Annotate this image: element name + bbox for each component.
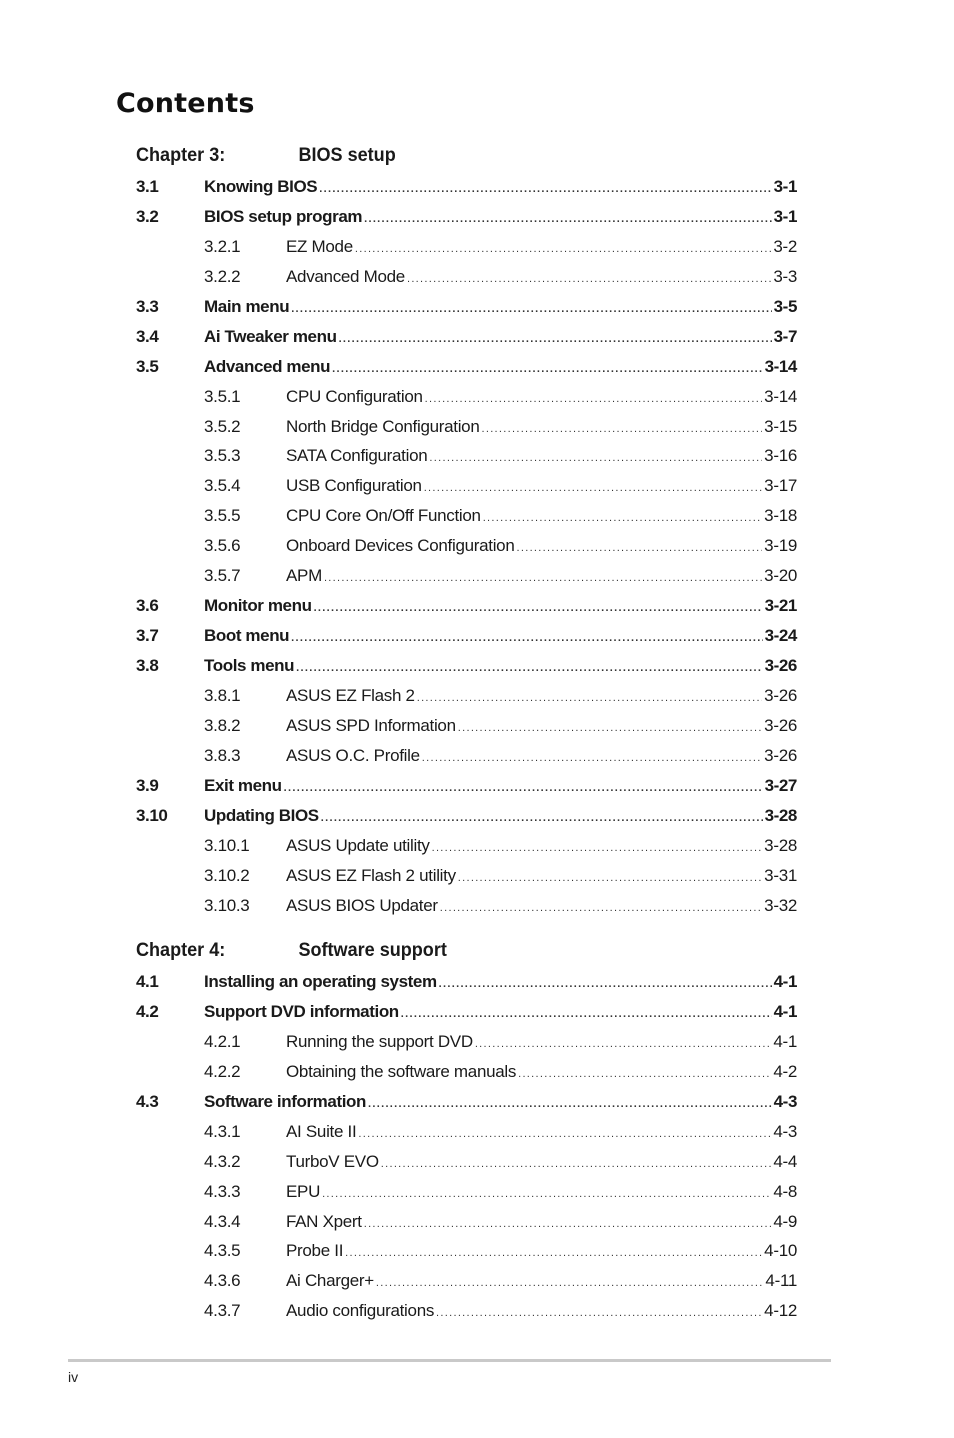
toc-entry-number: 3.5.5	[204, 506, 241, 526]
toc-entry-number: 3.10.3	[204, 895, 250, 915]
toc-entry[interactable]	[136, 591, 797, 621]
toc-entry-number: 3.5.3	[204, 446, 241, 466]
dot-leader	[381, 1154, 772, 1174]
dot-leader	[422, 748, 762, 768]
toc-entry[interactable]	[136, 801, 797, 831]
dot-leader	[345, 1243, 762, 1263]
dot-leader	[401, 1004, 772, 1024]
toc-entry-body	[204, 806, 797, 828]
toc-list-chapter-4	[136, 967, 797, 1326]
toc-entry-number: 3.10.2	[204, 865, 250, 885]
toc-entry[interactable]	[136, 967, 797, 997]
toc-entry-number: 3.5.4	[204, 476, 241, 496]
dot-leader	[355, 239, 771, 259]
toc-entry-body	[286, 1032, 797, 1054]
toc-entry-page: 4-11	[765, 1271, 797, 1291]
toc-entry-number: 4.3.7	[204, 1301, 241, 1321]
dot-leader	[407, 269, 771, 289]
dot-leader	[429, 448, 762, 468]
toc-entry-body	[286, 476, 797, 498]
toc-entry-label: EPU	[286, 1181, 321, 1201]
toc-entry[interactable]	[136, 741, 797, 771]
toc-entry-body	[286, 417, 797, 439]
toc-entry-page: 4-1	[773, 1031, 797, 1051]
chapter-title: BIOS setup	[298, 145, 396, 166]
toc-entry-number: 3.5	[136, 356, 159, 376]
toc-entry-number: 3.7	[136, 626, 159, 646]
toc-entry-page: 3-15	[764, 416, 797, 436]
toc-entry-body	[286, 267, 797, 289]
toc-entry-page: 3-14	[764, 386, 797, 406]
toc-entry-label: Support DVD information	[204, 1001, 399, 1021]
toc-entry-label: SATA Configuration	[286, 446, 428, 466]
toc-entry-label: BIOS setup program	[204, 206, 363, 226]
toc-entry[interactable]	[136, 1057, 797, 1087]
toc-entry-number: 3.5.2	[204, 416, 241, 436]
toc-entry-label: ASUS SPD Information	[286, 715, 456, 735]
toc-entry-label: ASUS O.C. Profile	[286, 745, 420, 765]
toc-entry-body	[204, 177, 797, 199]
toc-entry-number: 3.1	[136, 177, 159, 196]
chapter-number: Chapter 3:	[136, 145, 226, 166]
toc-entry[interactable]	[136, 412, 797, 442]
toc-entry-body	[286, 746, 797, 768]
dot-leader	[458, 718, 762, 738]
toc-entry-body	[286, 1271, 797, 1293]
toc-entry[interactable]	[136, 501, 797, 531]
toc-entry-page: 3-19	[764, 536, 797, 556]
toc-entry-body	[204, 1092, 797, 1114]
toc-entry-body	[286, 896, 797, 918]
dot-leader	[517, 538, 763, 558]
toc-entry-number: 3.10.1	[204, 835, 250, 855]
toc-entry-label: AI Suite II	[286, 1121, 357, 1141]
dot-leader	[296, 658, 762, 678]
dot-leader	[284, 778, 763, 798]
toc-entry-number: 3.8	[136, 656, 159, 675]
toc-entry-label: Ai Tweaker menu	[204, 326, 337, 346]
toc-entry-page: 3-26	[764, 745, 797, 765]
footer-page-number: iv	[68, 1369, 79, 1385]
toc-entry-label: Main menu	[204, 296, 290, 316]
toc-entry[interactable]	[136, 531, 797, 561]
toc-entry-number: 4.2.2	[204, 1061, 241, 1081]
toc-entry-label: Tools menu	[204, 656, 295, 675]
toc-entry-label: FAN Xpert	[286, 1211, 362, 1231]
dot-leader	[319, 179, 771, 199]
toc-entry-body	[204, 297, 797, 319]
toc-entry-page: 3-7	[773, 326, 797, 346]
toc-entry-label: CPU Configuration	[286, 386, 423, 406]
toc-entry-number: 3.5.1	[204, 386, 241, 406]
toc-entry[interactable]	[136, 831, 797, 861]
toc-entry-page: 3-20	[764, 566, 797, 586]
toc-entry-page: 4-3	[773, 1091, 797, 1111]
chapter-title: Software support	[298, 940, 447, 961]
toc-entry-page: 3-31	[764, 865, 797, 885]
toc-entry-page: 3-27	[764, 775, 797, 795]
toc-entry-number: 3.8.1	[204, 685, 241, 705]
toc-entry-page: 3-28	[764, 805, 797, 825]
toc-entry-body	[286, 1241, 797, 1263]
toc-entry-page: 3-17	[764, 476, 797, 496]
toc-entry[interactable]	[136, 891, 797, 921]
toc-entry-body	[286, 237, 797, 259]
toc-entry-label: Advanced Mode	[286, 266, 405, 286]
toc-entry-label: Onboard Devices Configuration	[286, 536, 515, 556]
toc-entry-page: 4-8	[773, 1181, 797, 1201]
toc-entry-number: 3.5.7	[204, 566, 241, 586]
dot-leader	[339, 329, 772, 349]
toc-entry-number: 4.3.6	[204, 1271, 241, 1291]
toc-entry[interactable]	[136, 1177, 797, 1207]
toc-entry-label: CPU Core On/Off Function	[286, 506, 481, 526]
dot-leader	[475, 1034, 772, 1054]
toc-entry[interactable]	[136, 771, 797, 801]
dot-leader	[432, 838, 763, 858]
toc-entry-body	[204, 1002, 797, 1024]
toc-entry-page: 3-26	[764, 715, 797, 735]
toc-entry-page: 3-2	[773, 236, 797, 256]
toc-entry-number: 4.3.2	[204, 1151, 241, 1171]
toc-entry-page: 4-1	[773, 1001, 797, 1021]
toc-entry-label: USB Configuration	[286, 476, 422, 496]
dot-leader	[368, 1094, 772, 1114]
dot-leader	[425, 389, 763, 409]
toc-entry[interactable]	[136, 471, 797, 501]
dot-leader	[424, 478, 762, 498]
dot-leader	[364, 209, 772, 229]
toc-entry-label: Installing an operating system	[204, 972, 437, 991]
toc-entry-page: 4-12	[764, 1301, 797, 1321]
toc-entry-number: 3.3	[136, 296, 159, 316]
dot-leader	[358, 1124, 771, 1144]
toc-entry-page: 3-24	[764, 626, 797, 646]
toc-entry-number: 3.5.6	[204, 536, 241, 556]
dot-leader	[440, 898, 762, 918]
toc-entry[interactable]	[136, 172, 797, 202]
toc-entry[interactable]	[136, 861, 797, 891]
toc-entry-label: Boot menu	[204, 626, 290, 646]
toc-entry-page: 3-16	[764, 446, 797, 466]
toc-entry-body	[286, 1301, 797, 1323]
toc-entry-page: 3-5	[773, 296, 797, 316]
toc-entry-body	[286, 1122, 797, 1144]
toc-entry[interactable]	[136, 382, 797, 412]
toc-entry[interactable]	[136, 441, 797, 471]
toc-entry[interactable]	[136, 561, 797, 591]
chapter-heading-4	[136, 940, 764, 970]
toc-entry-page: 4-3	[773, 1121, 797, 1141]
toc-entry-body	[286, 866, 797, 888]
toc-entry[interactable]	[136, 621, 797, 651]
toc-entry-body	[204, 327, 797, 349]
toc-entry-body	[286, 446, 797, 468]
toc-entry-page: 4-2	[773, 1061, 797, 1081]
toc-entry[interactable]	[136, 1147, 797, 1177]
toc-entry-label: Audio configurations	[286, 1301, 435, 1321]
toc-entry-label: Running the support DVD	[286, 1031, 473, 1051]
toc-entry-body	[286, 836, 797, 858]
toc-entry-number: 3.2.2	[204, 266, 241, 286]
toc-entry-number: 3.8.3	[204, 745, 241, 765]
toc-entry-label: ASUS EZ Flash 2 utility	[286, 865, 456, 885]
toc-entry-body	[286, 387, 797, 409]
toc-entry-label: Software information	[204, 1091, 367, 1111]
toc-entry[interactable]	[136, 322, 797, 352]
toc-entry-number: 3.8.2	[204, 715, 241, 735]
toc-entry-body	[286, 1212, 797, 1234]
toc-entry-number: 4.3.3	[204, 1181, 241, 1201]
toc-entry-page: 3-28	[764, 835, 797, 855]
toc-entry-label: Obtaining the software manuals	[286, 1061, 517, 1081]
toc-entry-label: ASUS BIOS Updater	[286, 895, 438, 915]
toc-entry-page: 3-26	[764, 685, 797, 705]
dot-leader	[436, 1303, 762, 1323]
toc-entry[interactable]	[136, 352, 797, 382]
toc-entry-number: 3.2.1	[204, 236, 241, 256]
toc-entry[interactable]	[136, 1027, 797, 1057]
toc-entry-page: 3-32	[764, 895, 797, 915]
toc-entry-label: Updating BIOS	[204, 805, 319, 825]
toc-entry-body	[286, 1062, 797, 1084]
toc-entry-number: 4.3.1	[204, 1121, 241, 1141]
toc-entry-label: ASUS Update utility	[286, 835, 430, 855]
toc-entry-label: EZ Mode	[286, 236, 353, 256]
toc-entry-page: 4-4	[773, 1151, 797, 1171]
toc-entry-page: 4-1	[773, 972, 797, 991]
toc-entry-number: 3.10	[136, 805, 168, 825]
toc-entry-number: 3.9	[136, 775, 159, 795]
toc-entry-body	[204, 656, 797, 678]
toc-entry[interactable]	[136, 1266, 797, 1296]
toc-entry-label: ASUS EZ Flash 2	[286, 685, 415, 705]
toc-entry-body	[286, 566, 797, 588]
toc-entry-page: 4-10	[764, 1241, 797, 1261]
toc-entry-body	[204, 357, 797, 379]
toc-entry[interactable]	[136, 1296, 797, 1326]
toc-entry-page: 3-21	[764, 596, 797, 616]
toc-entry-label: Probe II	[286, 1241, 344, 1261]
dot-leader	[439, 974, 772, 994]
toc-entry-number: 4.3	[136, 1091, 159, 1111]
chapter-heading-3	[136, 145, 764, 175]
dot-leader	[376, 1273, 764, 1293]
toc-entry-body	[204, 626, 797, 648]
toc-entry-body	[204, 596, 797, 618]
toc-entry-number: 4.3.4	[204, 1211, 241, 1231]
toc-entry-body	[286, 536, 797, 558]
toc-entry-page: 3-14	[764, 356, 797, 376]
toc-entry-label: Knowing BIOS	[204, 177, 318, 196]
toc-entry-label: Monitor menu	[204, 596, 312, 616]
toc-entry-label: Ai Charger+	[286, 1271, 374, 1291]
toc-entry-page: 3-1	[773, 206, 797, 226]
chapter-number: Chapter 4:	[136, 940, 226, 961]
dot-leader	[324, 568, 762, 588]
toc-entry[interactable]	[136, 292, 797, 322]
toc-entry-number: 4.2	[136, 1001, 159, 1021]
dot-leader	[322, 1184, 771, 1204]
dot-leader	[291, 299, 771, 319]
toc-entry-label: TurboV EVO	[286, 1151, 379, 1171]
toc-entry[interactable]	[136, 711, 797, 741]
footer-divider	[68, 1359, 831, 1362]
toc-list-chapter-3	[136, 172, 797, 920]
toc-entry-body	[286, 686, 797, 708]
toc-entry-body	[286, 1182, 797, 1204]
toc-entry[interactable]	[136, 1117, 797, 1147]
toc-entry-body	[204, 776, 797, 798]
toc-entry-label: Exit menu	[204, 775, 282, 795]
dot-leader	[364, 1214, 772, 1234]
toc-entry[interactable]	[136, 1087, 797, 1117]
dot-leader	[314, 598, 763, 618]
toc-entry[interactable]	[136, 1236, 797, 1266]
toc-entry-number: 3.2	[136, 206, 159, 226]
toc-entry-page: 4-9	[773, 1211, 797, 1231]
toc-entry[interactable]	[136, 202, 797, 232]
toc-entry-body	[286, 1152, 797, 1174]
toc-entry-number: 3.6	[136, 596, 159, 616]
toc-entry-number: 4.3.5	[204, 1241, 241, 1261]
dot-leader	[483, 508, 762, 528]
toc-entry-body	[204, 207, 797, 229]
toc-entry-page: 3-1	[773, 177, 797, 196]
toc-entry-label: Advanced menu	[204, 356, 331, 376]
dot-leader	[481, 419, 762, 439]
dot-leader	[332, 359, 762, 379]
dot-leader	[321, 808, 763, 828]
toc-entry-label: APM	[286, 566, 322, 586]
toc-entry-number: 3.4	[136, 326, 159, 346]
toc-entry-body	[204, 972, 797, 994]
toc-entry[interactable]	[136, 651, 797, 681]
toc-entry[interactable]	[136, 232, 797, 262]
toc-entry-number: 4.2.1	[204, 1031, 241, 1051]
dot-leader	[518, 1064, 771, 1084]
dot-leader	[417, 688, 762, 708]
toc-entry[interactable]	[136, 997, 797, 1027]
toc-entry-page: 3-18	[764, 506, 797, 526]
toc-entry-body	[286, 716, 797, 738]
toc-entry-page: 3-3	[773, 266, 797, 286]
toc-entry-body	[286, 506, 797, 528]
toc-entry-page: 3-26	[764, 656, 797, 675]
toc-entry-label: North Bridge Configuration	[286, 416, 480, 436]
page-title: Contents	[116, 88, 255, 119]
toc-entry[interactable]	[136, 1207, 797, 1237]
toc-entry-number: 4.1	[136, 972, 159, 991]
dot-leader	[458, 868, 762, 888]
toc-entry[interactable]	[136, 681, 797, 711]
toc-entry[interactable]	[136, 262, 797, 292]
dot-leader	[291, 628, 762, 648]
